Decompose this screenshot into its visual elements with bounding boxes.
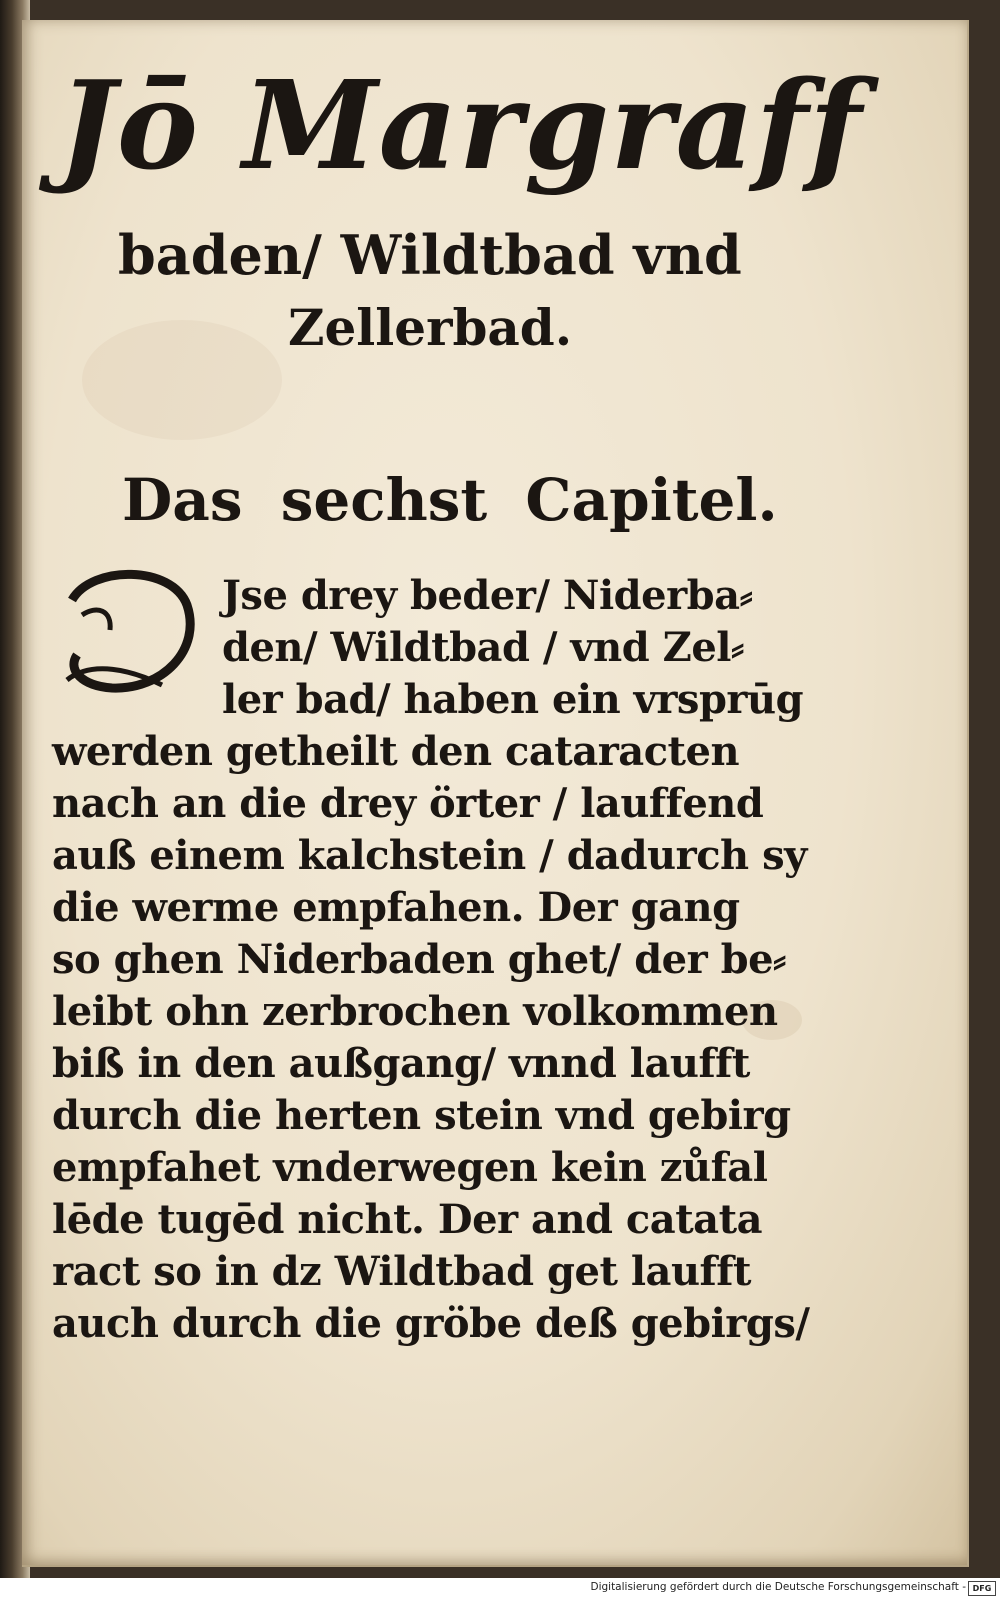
body-line: ract so in dz Wildtbad get laufft xyxy=(52,1248,751,1295)
body-line: werden getheilt den cataracten xyxy=(52,728,740,775)
initial-letter xyxy=(52,550,202,700)
dfg-logo: DFG xyxy=(968,1581,996,1596)
paper-stain xyxy=(82,320,282,440)
body-line: biß in den außgang/ vnnd laufft xyxy=(52,1040,750,1087)
body-line: leibt ohn zerbrochen volkommen xyxy=(52,988,778,1035)
body-line: auß einem kalchstein / dadurch sy xyxy=(52,832,807,879)
body-line: nach an die drey örter / lauffend xyxy=(52,780,764,827)
body-line: die werme empfahen. Der gang xyxy=(52,884,740,931)
book-page xyxy=(22,20,969,1567)
title-line-3: Zellerbad. xyxy=(288,298,573,357)
body-line: Jse drey beder/ Niderba⸗ xyxy=(222,572,753,619)
chapter-heading: Das sechst Capitel. xyxy=(122,466,778,534)
body-line: ler bad/ haben ein vrsprūg xyxy=(222,676,804,723)
body-line: auch durch die gröbe deß gebirgs/ xyxy=(52,1300,810,1347)
body-line: empfahet vnderwegen kein zůfal xyxy=(52,1144,768,1191)
body-line: lēde tugēd nicht. Der and catata xyxy=(52,1196,762,1243)
title-line-1: Jō Margraff xyxy=(58,53,863,197)
body-line: durch die herten stein vnd gebirg xyxy=(52,1092,791,1139)
body-line: so ghen Niderbaden ghet/ der be⸗ xyxy=(52,936,786,983)
footer-bar xyxy=(0,1578,1000,1599)
digitization-credit: Digitalisierung gefördert durch die Deutsche Forschungsgemeinschaft - xyxy=(590,1581,966,1593)
body-line: den/ Wildtbad / vnd Zel⸗ xyxy=(222,624,744,671)
title-line-2: baden/ Wildtbad vnd xyxy=(118,223,742,287)
